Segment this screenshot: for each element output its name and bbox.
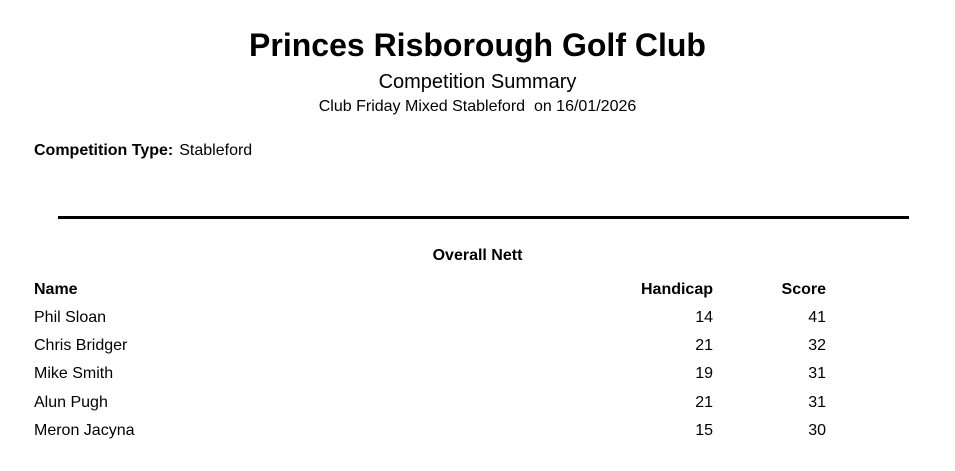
player-name: Meron Jacyna [34,421,135,439]
player-score: 31 [808,393,826,411]
player-name: Phil Sloan [34,309,107,326]
player-handicap: 15 [695,421,713,439]
report-title: Competition Summary [378,71,577,93]
player-handicap: 14 [695,309,713,326]
player-handicap: 19 [695,365,713,383]
competition-type-value: Stableford [179,142,253,159]
column-header-name: Name [34,281,78,298]
player-score: 31 [808,365,826,383]
player-score: 32 [808,337,826,355]
table-row [34,392,834,420]
player-name: Chris Bridger [34,337,128,355]
table-header-row [34,279,834,307]
competition-type-label: Competition Type: [34,142,174,159]
table-row [34,420,834,448]
column-header-handicap: Handicap [640,281,713,298]
column-header-score: Score [781,281,826,298]
player-name: Alun Pugh [34,393,108,411]
player-score: 30 [808,421,826,439]
player-name: Mike Smith [34,365,114,383]
competition-type [34,141,252,161]
table-row [34,307,834,335]
club-title: Princes Risborough Golf Club [249,27,706,63]
section-divider [58,216,909,219]
table-row [34,363,834,391]
player-score: 41 [808,309,826,326]
table-row [34,335,834,363]
results-table [34,279,834,448]
player-handicap: 21 [695,393,713,411]
competition-name-date: Club Friday Mixed Stableford on 16/01/2026 [318,98,637,115]
section-title: Overall Nett [432,247,523,264]
player-handicap: 21 [695,337,713,355]
